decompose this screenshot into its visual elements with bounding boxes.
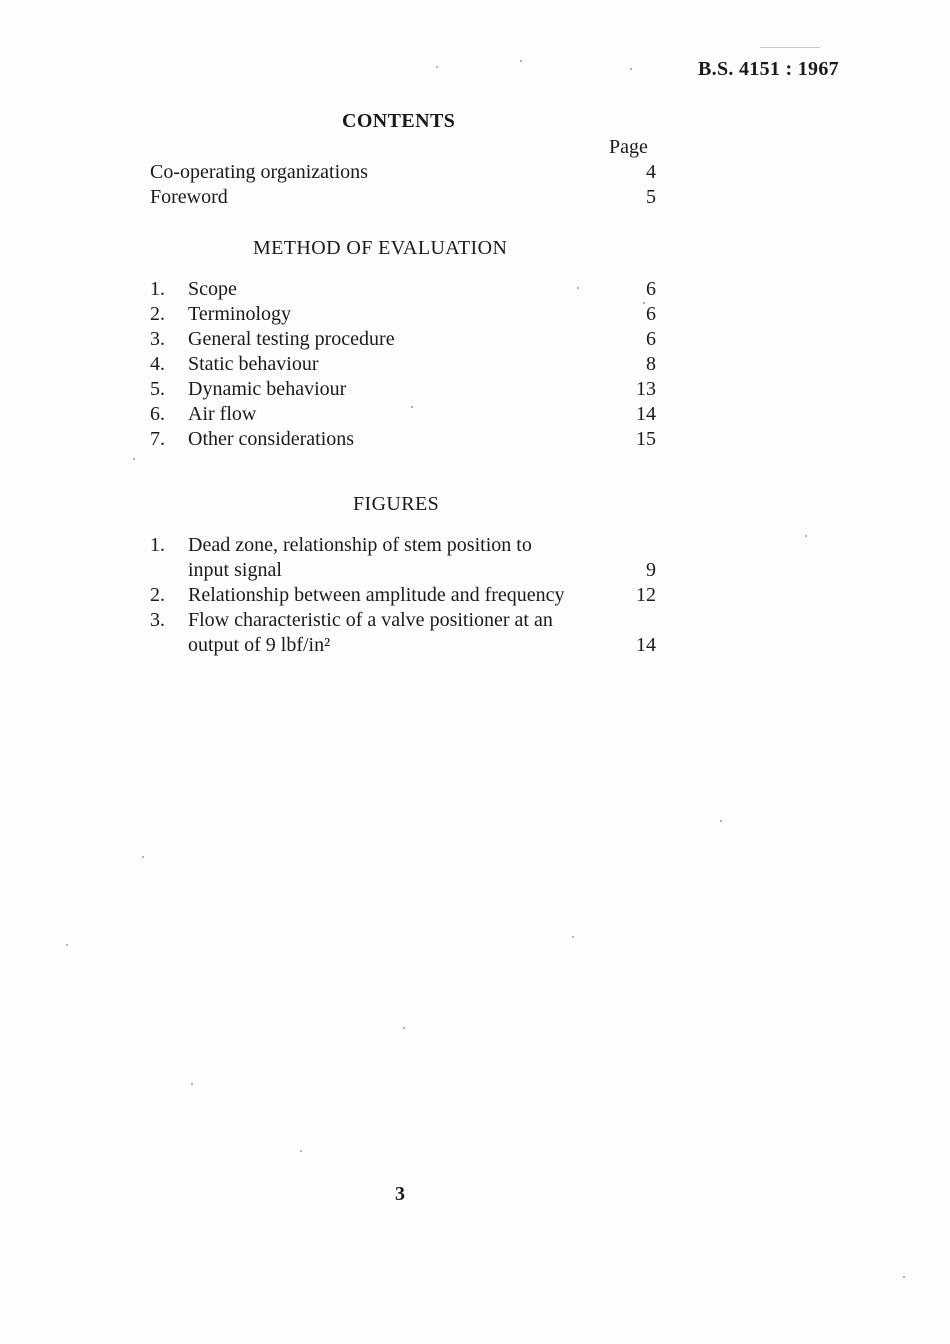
toc-entry-label: Scope [188,278,237,300]
figure-entry-page: 9 [646,559,656,581]
toc-entry-label: Static behaviour [188,353,319,375]
toc-entry-co-operating-organizations [150,160,656,185]
method-section-title: METHOD OF EVALUATION [253,237,508,259]
figure-entry-label-line2: output of 9 lbf/in² [188,634,331,656]
contents-title: CONTENTS [342,110,456,132]
toc-entry-page: 13 [636,378,656,400]
toc-entry-foreword [150,185,656,210]
toc-entry-label: Dynamic behaviour [188,378,347,400]
toc-entry-page: 6 [646,303,656,325]
toc-entry-number: 6. [150,403,165,425]
toc-entry-label: Co-operating organizations [150,161,368,183]
figures-section-title: FIGURES [353,493,440,515]
toc-entry-number: 3. [150,328,165,350]
toc-entry-number: 7. [150,428,165,450]
figure-entry-number: 3. [150,609,165,631]
toc-entry-label: Terminology [188,303,292,325]
figure-entry-flow-characteristic [150,608,656,658]
toc-entry-label: Air flow [188,403,257,425]
figure-entry-amplitude-frequency [150,583,656,608]
figure-entry-label-line1: Relationship between amplitude and frequency [188,584,565,606]
toc-entry-page: 6 [646,278,656,300]
figure-entry-dead-zone [150,533,656,583]
toc-entry-number: 1. [150,278,165,300]
toc-entry-page: 8 [646,353,656,375]
toc-entry-number: 4. [150,353,165,375]
figure-entry-number: 1. [150,534,165,556]
toc-entry-label: Foreword [150,186,228,208]
toc-entry-label: General testing procedure [188,328,395,350]
scan-mark [760,47,820,48]
toc-entry-general-testing-procedure [150,327,656,352]
standard-number: B.S. 4151 : 1967 [698,58,839,80]
toc-entry-page: 6 [646,328,656,350]
figure-entry-label-line2: input signal [188,559,282,581]
figure-entry-page: 14 [636,634,656,656]
toc-entry-label: Other considerations [188,428,355,450]
toc-entry-air-flow [150,402,656,427]
toc-entry-scope [150,277,656,302]
page-number: 3 [395,1183,405,1205]
toc-entry-page: 5 [646,186,656,208]
toc-entry-page: 15 [636,428,656,450]
toc-entry-page: 4 [646,161,656,183]
figure-entry-label-line1: Flow characteristic of a valve positioner at an [188,609,553,631]
toc-entry-dynamic-behaviour [150,377,656,402]
toc-entry-other-considerations [150,427,656,452]
toc-entry-number: 5. [150,378,165,400]
toc-entry-number: 2. [150,303,165,325]
figure-entry-label-line1: Dead zone, relationship of stem position to [188,534,532,556]
page-column-label: Page [609,136,648,158]
toc-entry-terminology [150,302,656,327]
figure-entry-page: 12 [636,584,656,606]
toc-entry-static-behaviour [150,352,656,377]
toc-entry-page: 14 [636,403,656,425]
figure-entry-number: 2. [150,584,165,606]
